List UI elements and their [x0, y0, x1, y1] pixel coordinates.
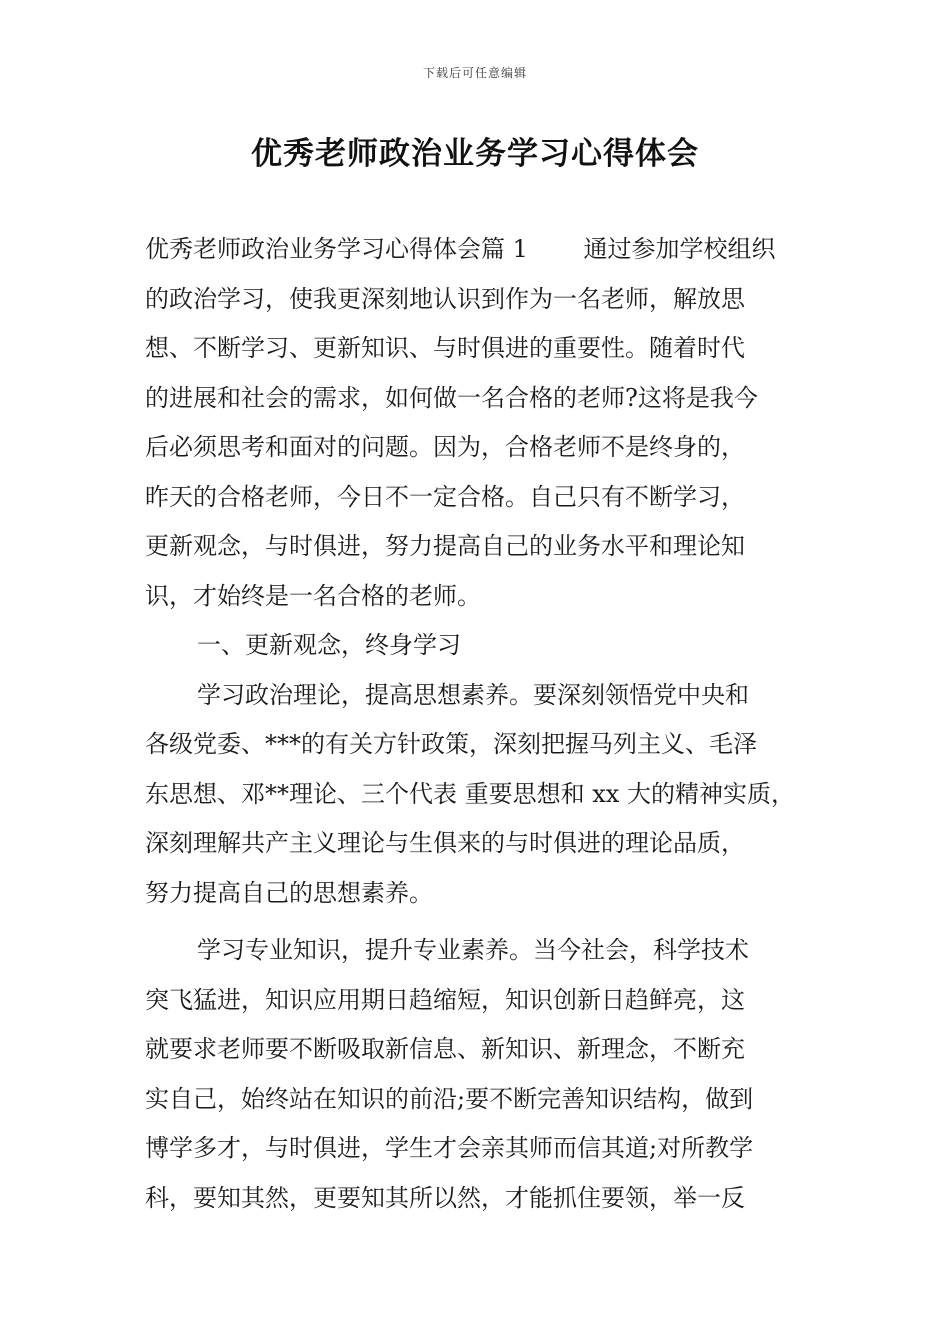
header-note: 下载后可任意编辑	[422, 66, 527, 80]
body-line: 努力提高自己的思想素养。	[145, 878, 433, 907]
body-line: 各级党委、***的有关方针政策，深刻把握马列主义、毛泽	[145, 730, 757, 758]
body-line: 东思想、邓**理论、三个代表 重要思想和 xx 大的精神实质，	[145, 779, 795, 808]
body-line: 突飞猛进，知识应用期日趋缩短，知识创新日趋鲜亮，这	[145, 985, 745, 1014]
paragraph-gap	[145, 918, 817, 926]
body-line: 学习政治理论，提高思想素养。要深刻领悟党中央和	[197, 680, 749, 709]
body-line: 识，才始终是一名合格的老师。	[145, 581, 481, 610]
body-line: 就要求老师要不断吸取新信息、新知识、新理念，不断充	[145, 1035, 745, 1063]
body-line: 深刻理解共产主义理论与生俱来的与时俱进的理论品质，	[145, 829, 745, 857]
body-line: 的政治学习，使我更深刻地认识到作为一名老师，解放思	[145, 284, 745, 313]
document-title: 优秀老师政治业务学习心得体会	[251, 136, 699, 172]
body-line: 优秀老师政治业务学习心得体会篇 1 通过参加学校组织	[145, 235, 776, 263]
body-line: 昨天的合格老师，今日不一定合格。自己只有不断学习，	[145, 482, 745, 511]
document-body	[145, 225, 817, 1223]
body-line: 实自己，始终站在知识的前沿;要不断完善知识结构，做到	[145, 1084, 754, 1113]
body-line: 想、不断学习、更新知识、与时俱进的重要性。随着时代	[145, 334, 745, 362]
body-line: 博学多才，与时俱进，学生才会亲其师而信其道;对所教学	[145, 1134, 754, 1162]
body-line: 更新观念，与时俱进，努力提高自己的业务水平和理论知	[145, 532, 745, 560]
section-heading: 一、更新观念，终身学习	[197, 631, 461, 659]
body-line: 的进展和社会的需求，如何做一名合格的老师?这将是我今	[145, 383, 758, 412]
body-line: 科，要知其然，更要知其所以然，才能抓住要领，举一反	[145, 1183, 745, 1212]
body-line: 学习专业知识，提升专业素养。当今社会，科学技术	[197, 936, 749, 964]
body-line: 后必须思考和面对的问题。因为，合格老师不是终身的，	[145, 433, 745, 461]
